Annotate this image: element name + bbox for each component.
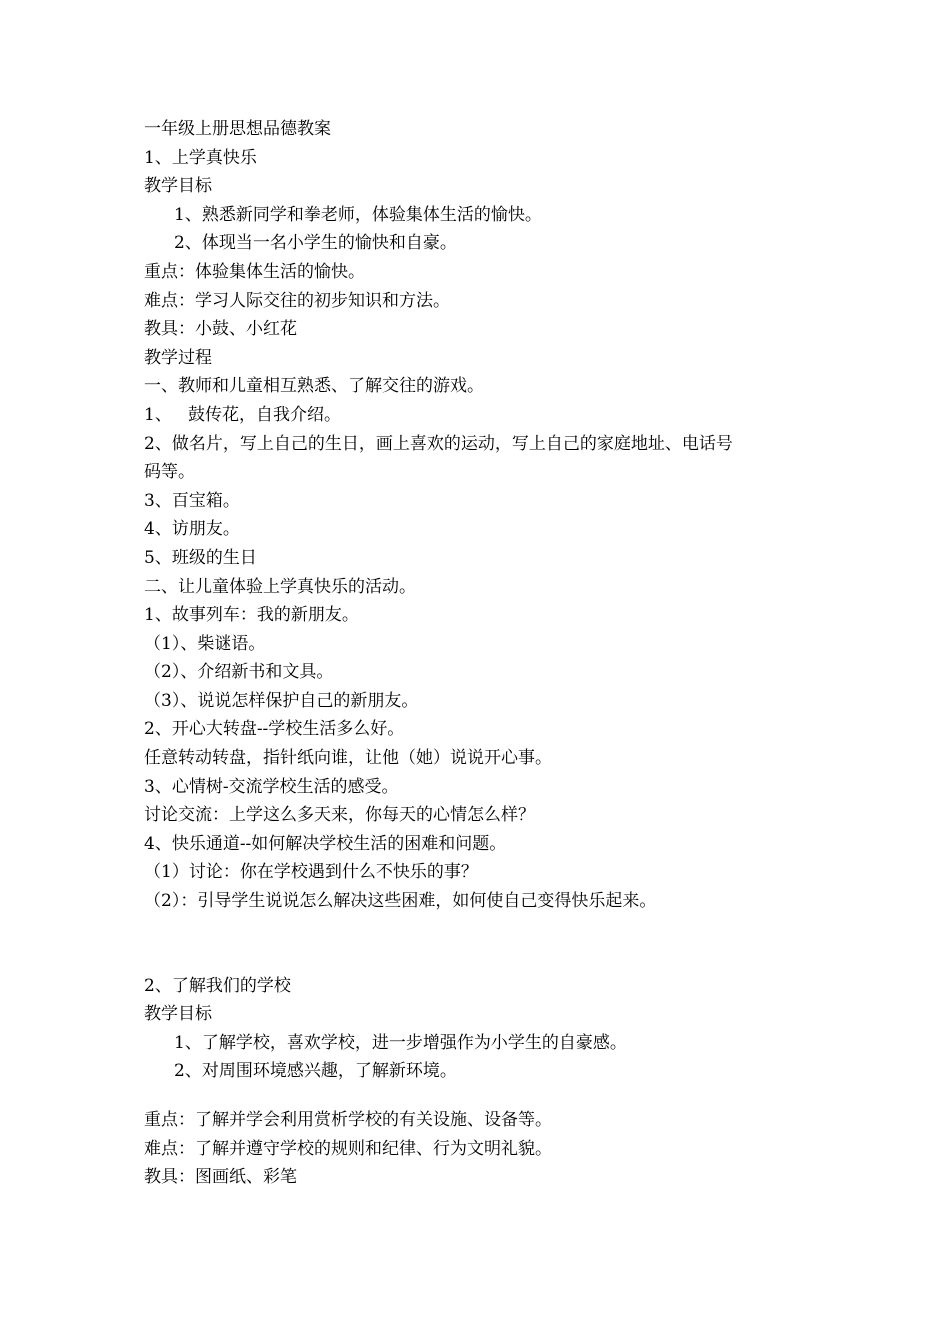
lesson1-part2-item-1: 1、故事列车：我的新朋友。 bbox=[144, 605, 359, 626]
doc-title: 一年级上册思想品德教案 bbox=[144, 119, 331, 139]
lesson1-part2-item-9: 4、快乐通道--如何解决学校生活的困难和问题。 bbox=[144, 833, 507, 854]
lesson1-part1-item-5: 5、班级的生日 bbox=[144, 547, 257, 568]
paragraph-spacer bbox=[144, 1086, 824, 1106]
lesson1-part2-heading: 二、让儿童体验上学真快乐的活动。 bbox=[144, 576, 416, 597]
lesson2-title: 2、了解我们的学校 bbox=[144, 975, 291, 996]
lesson1-materials: 教具：小鼓、小红花 bbox=[144, 319, 297, 340]
lesson1-part2-item-11: （2）：引导学生说说怎么解决这些困难，如何使自己变得快乐起来。 bbox=[144, 891, 657, 912]
lesson1-objectives-heading: 教学目标 bbox=[144, 176, 212, 197]
lesson1-objective-1: 1、熟悉新同学和拳老师，体验集体生活的愉快。 bbox=[174, 204, 542, 225]
lesson1-key-point: 重点：体验集体生活的愉快。 bbox=[144, 261, 365, 282]
lesson2-materials: 教具：图画纸、彩笔 bbox=[144, 1167, 297, 1188]
lesson1-title: 1、上学真快乐 bbox=[144, 147, 257, 168]
lesson1-part1-item-1: 1、 鼓传花，自我介绍。 bbox=[144, 404, 342, 425]
lesson1-part1-item-2-cont: 码等。 bbox=[144, 462, 195, 483]
lesson1-part1-item-4: 4、访朋友。 bbox=[144, 519, 240, 540]
lesson1-part1-item-2: 2、做名片，写上自己的生日，画上喜欢的运动，写上自己的家庭地址、电话号 bbox=[144, 433, 733, 454]
lesson1-part2-item-7: 3、心情树-交流学校生活的感受。 bbox=[144, 776, 399, 797]
document-body bbox=[144, 115, 824, 1192]
lesson1-part2-item-3: （2）、介绍新书和文具。 bbox=[144, 662, 334, 683]
lesson1-difficulty: 难点：学习人际交往的初步知识和方法。 bbox=[144, 290, 450, 311]
lesson1-part2-item-2: （1）、柴谜语。 bbox=[144, 633, 266, 654]
lesson1-part1-item-3: 3、百宝箱。 bbox=[144, 490, 240, 511]
lesson2-objectives-heading: 教学目标 bbox=[144, 1004, 212, 1025]
lesson1-part2-item-8: 讨论交流：上学这么多天来，你每天的心情怎么样？ bbox=[144, 805, 535, 826]
lesson2-objective-1: 1、了解学校，喜欢学校，进一步增强作为小学生的自豪感。 bbox=[174, 1032, 627, 1053]
lesson2-key-point: 重点：了解并学会利用赏析学校的有关设施、设备等。 bbox=[144, 1110, 552, 1130]
lesson1-part2-item-6: 任意转动转盘，指针纸向谁，让他（她）说说开心事。 bbox=[144, 748, 552, 769]
lesson2-objective-2: 2、对周围环境感兴趣，了解新环境。 bbox=[174, 1061, 457, 1082]
lesson2-difficulty: 难点：了解并遵守学校的规则和纪律、行为文明礼貌。 bbox=[144, 1138, 552, 1159]
lesson1-part1-heading: 一、教师和儿童相互熟悉、了解交往的游戏。 bbox=[144, 376, 484, 397]
lesson1-part2-item-4: （3）、说说怎样保护自己的新朋友。 bbox=[144, 690, 419, 711]
lesson1-process-heading: 教学过程 bbox=[144, 347, 212, 368]
section-spacer bbox=[144, 916, 824, 972]
lesson1-part2-item-10: （1）讨论：你在学校遇到什么不快乐的事？ bbox=[144, 862, 478, 883]
lesson1-objective-2: 2、体现当一名小学生的愉快和自豪。 bbox=[174, 233, 457, 254]
lesson1-part2-item-5: 2、开心大转盘--学校生活多么好。 bbox=[144, 719, 405, 740]
